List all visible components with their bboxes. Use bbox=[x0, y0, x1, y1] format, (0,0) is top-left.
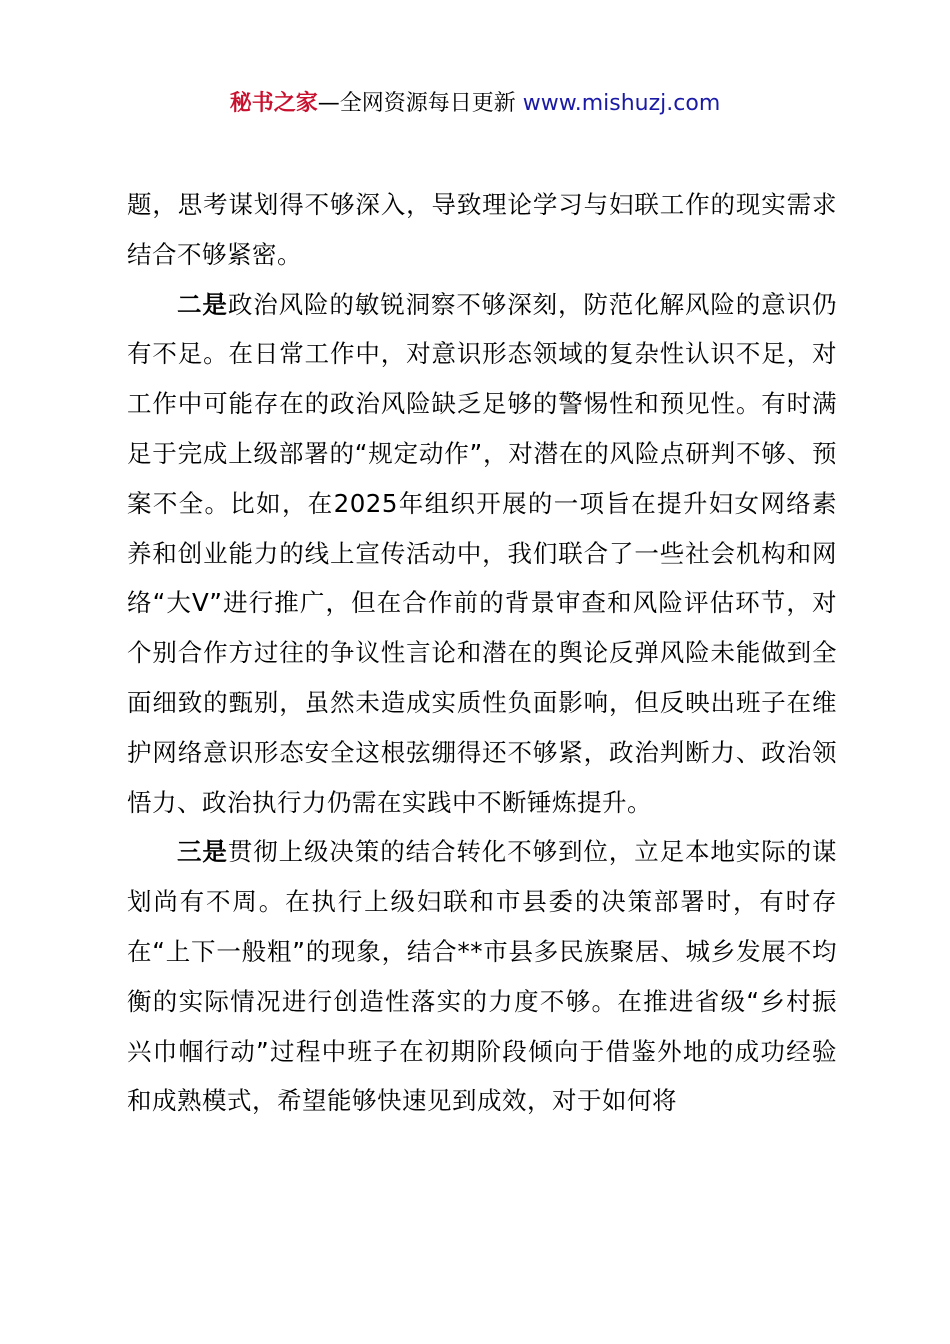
paragraph-text: 政治风险的敏锐洞察不够深刻，防范化解风险的意识仍有不足。在日常工作中，对意识形态领域的复杂性认识不足，对工作中可能存在的政治风险缺乏足够的警惕性和预见性。有时满足于完成上级部署的“规定动作”，对潜在的风险点研判不够、预案不全。比如，在2025年组织开展的一项旨在提升妇女网络素养和创业能力的线上宣传活动中，我们联合了一些社会机构和网络“大V”进行推广，但在合作前的背景审查和风险评估环节，对个别合作方过往的争议性言论和潜在的舆论反弹风险未能做到全面细致的甄别，虽然未造成实质性负面影响，但反映出班子在维护网络意识形态安全这根弦绷得还不够紧，政治判断力、政治领悟力、政治执行力仍需在实践中不断锤炼提升。 bbox=[127, 289, 838, 817]
paragraph-continuation bbox=[127, 180, 837, 280]
site-url-link[interactable]: www.mishuzj.com bbox=[522, 91, 721, 116]
paragraph-lead: 二是 bbox=[177, 289, 228, 319]
site-header bbox=[0, 88, 950, 120]
document-body bbox=[127, 180, 837, 1126]
paragraph-point-three bbox=[127, 827, 837, 1126]
paragraph-point-two bbox=[127, 280, 837, 828]
paragraph-text: 题，思考谋划得不够深入，导致理论学习与妇联工作的现实需求结合不够紧密。 bbox=[127, 190, 837, 269]
site-brand: 秘书之家 bbox=[229, 91, 318, 116]
site-tagline: —全网资源每日更新 bbox=[317, 91, 516, 116]
paragraph-lead: 三是 bbox=[177, 837, 228, 867]
paragraph-text: 贯彻上级决策的结合转化不够到位，立足本地实际的谋划尚有不周。在执行上级妇联和市县委的决策部署时，有时存在“上下一般粗”的现象，结合**市县多民族聚居、城乡发展不均衡的实际情况进行创造性落实的力度不够。在推进省级“乡村振兴巾帼行动”过程中班子在初期阶段倾向于借鉴外地的成功经验和成熟模式，希望能够快速见到成效，对于如何将 bbox=[127, 837, 838, 1116]
